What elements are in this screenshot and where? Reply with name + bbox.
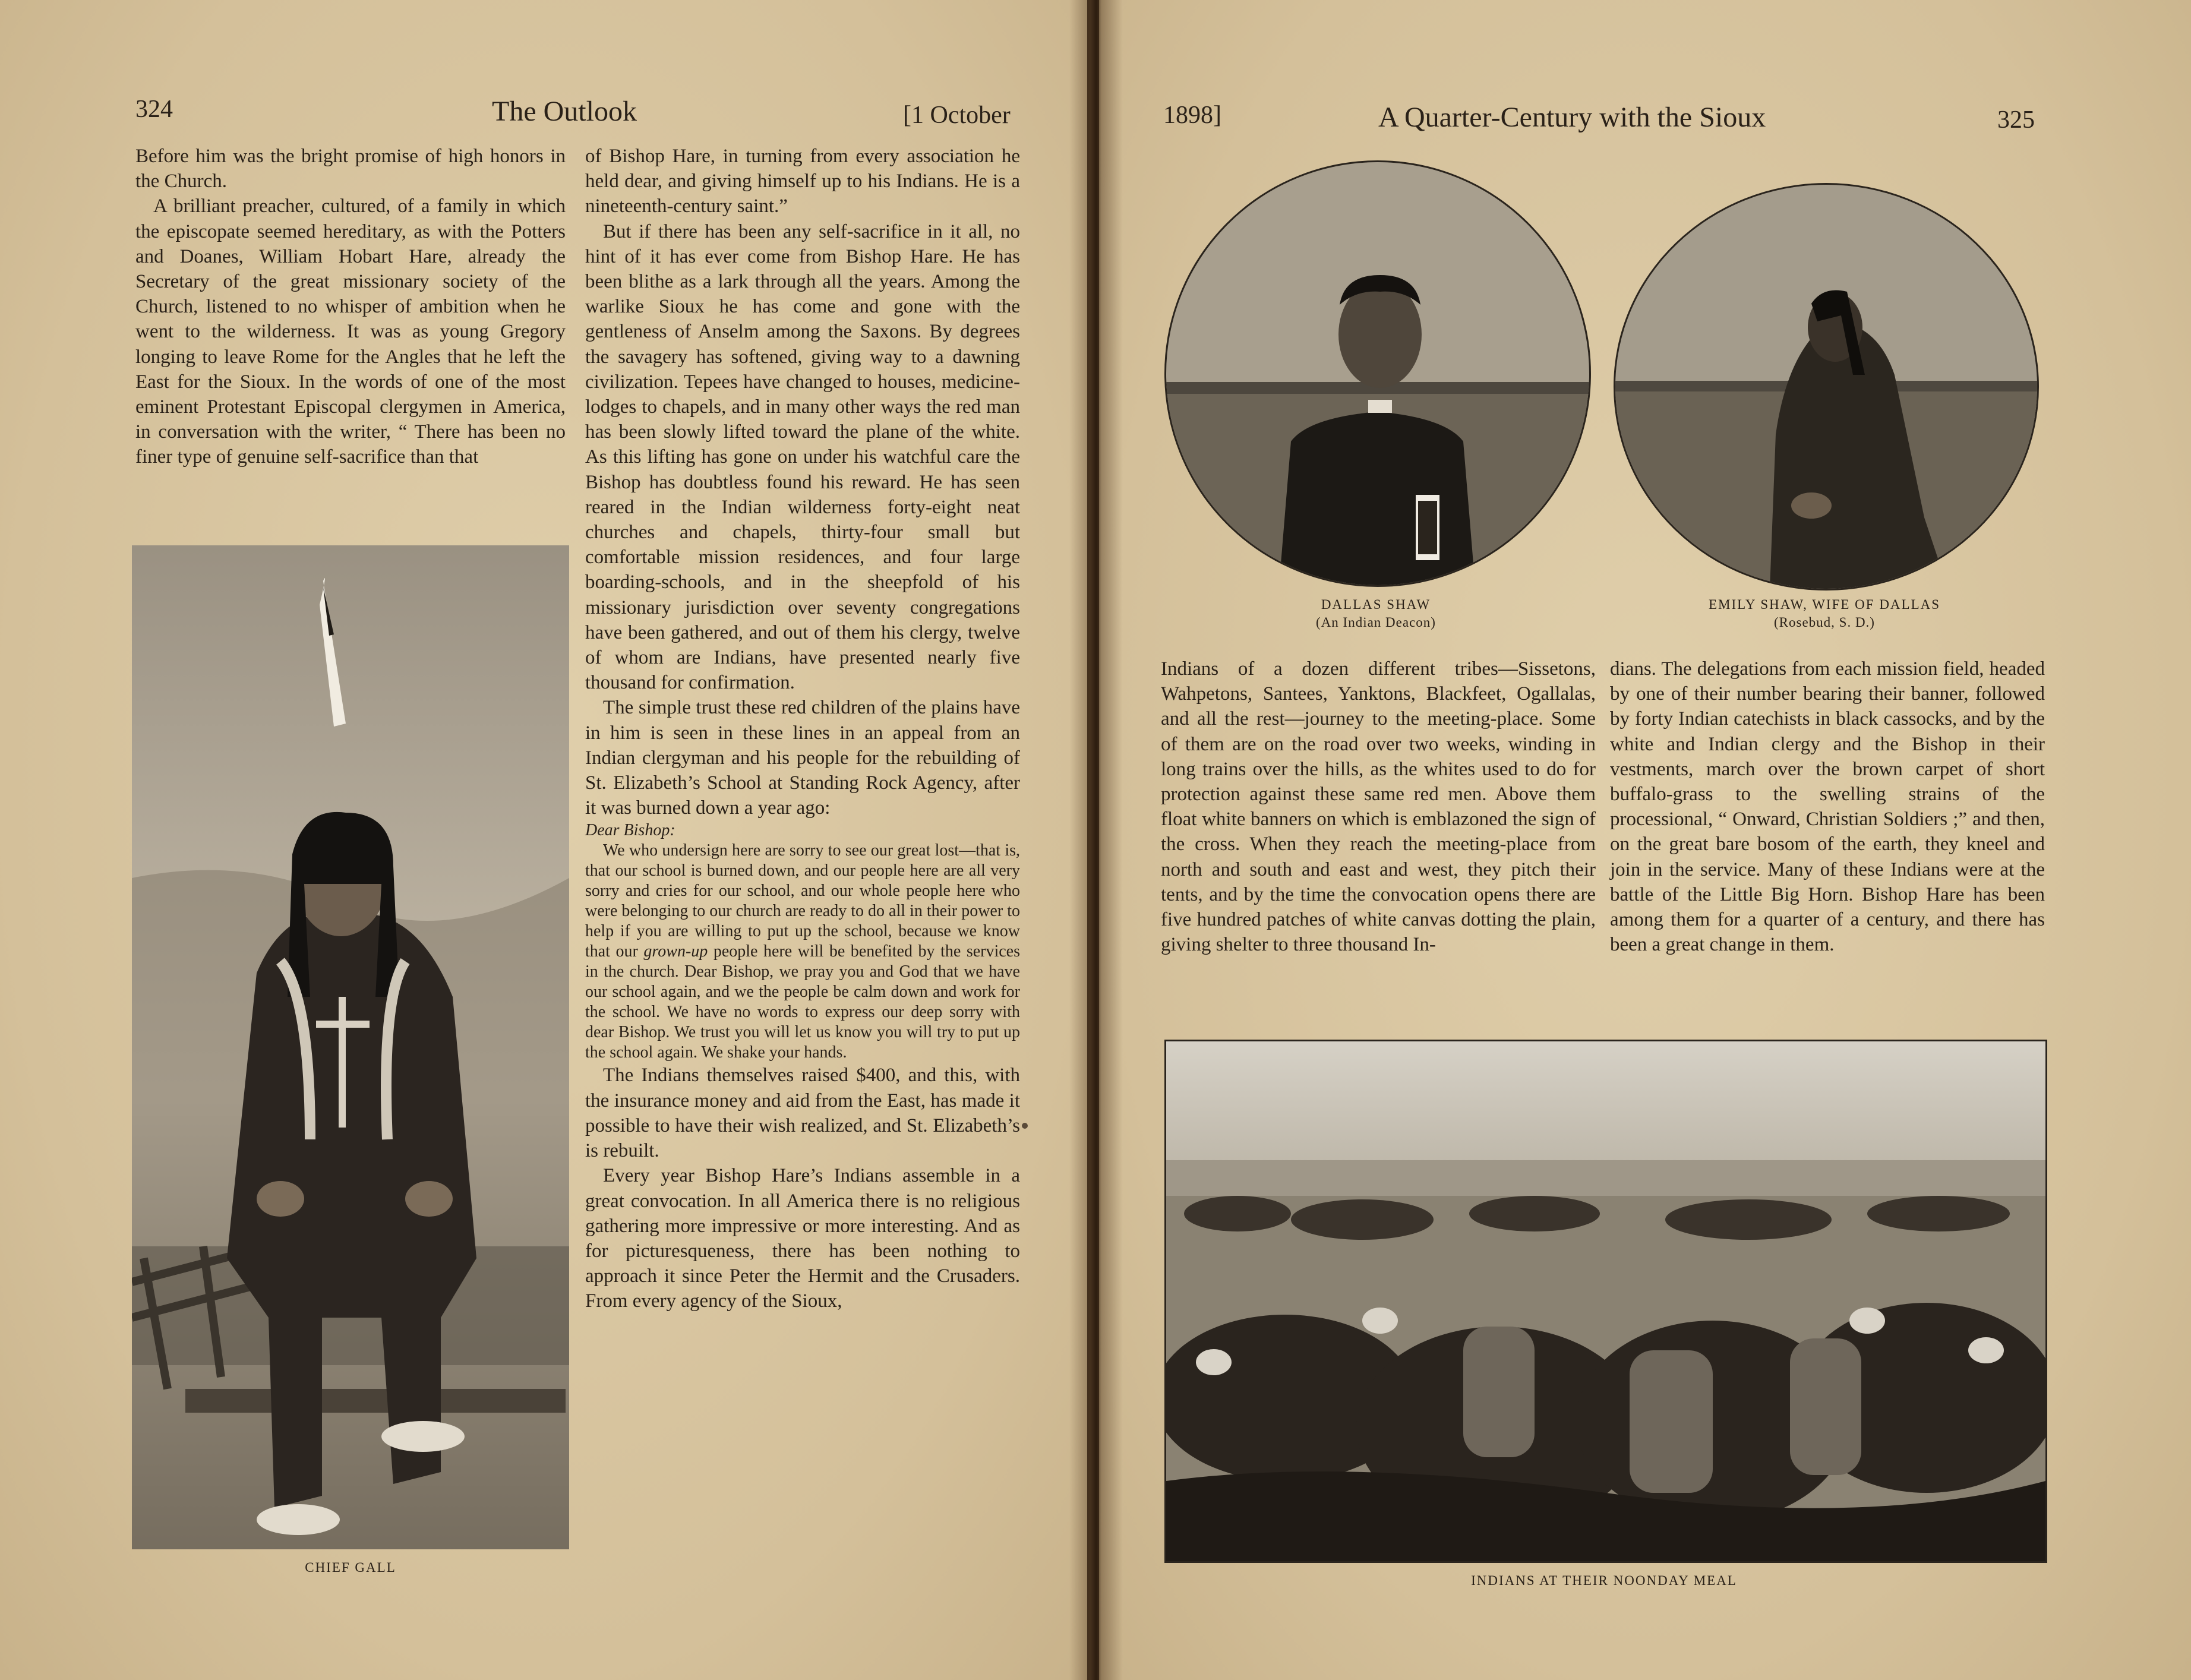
left-date: [1 October	[903, 102, 1011, 129]
paragraph: of Bishop Hare, in turning from every association he held dear, and giving himself up to his Indians. He is a nineteenth-century saint.”	[585, 146, 1020, 217]
chief-gall-photo	[132, 545, 569, 1549]
paragraph: Indians of a dozen different tribes—Sissetons, Wahpetons, Santees, Yanktons, Blackfeet, Ogallalas, and all the rest—journey to the meeting-place. Some of them are on the road over two weeks, winding in long trains over the hills, as the whites used to do for protection against these same red men. Above them float white banners on which is emblazoned the sign of the cross. When they reach the meeting-place from north and south and east and west, they pitch their tents, and by the time the convocation opens there are five hundred patches of white canvas dotting the plain, giving shelter to three thousand In-	[1161, 658, 1596, 956]
right-running-title: A Quarter-Century with the Sioux	[1378, 102, 1766, 133]
caption-subtitle: (An Indian Deacon)	[1316, 615, 1436, 630]
left-page	[0, 0, 1087, 1680]
letter-text-2: people here will be benefited by the services in the church. Dear Bishop, we pray you and God that we have our school again, and we the people be calm down and work for the school. We have no words to express our deep sorry with dear Bishop. We trust you will let us know you will try to put up the school again. We shake your hands.	[585, 942, 1020, 1062]
caption-title: DALLAS SHAW	[1321, 597, 1431, 612]
letter-body	[585, 841, 1020, 1063]
caption-title: EMILY SHAW, WIFE OF DALLAS	[1708, 597, 1941, 612]
noonday-meal-photo	[1164, 1040, 2047, 1563]
left-column-1	[135, 144, 566, 470]
dallas-shaw-caption	[1164, 596, 1587, 631]
right-page	[1099, 0, 2191, 1680]
caption-subtitle: (Rosebud, S. D.)	[1774, 615, 1875, 630]
right-date: 1898]	[1163, 102, 1221, 129]
paragraph: Every year Bishop Hare’s Indians assemble in a great convocation. In all America there is no religious gathering more impressive or more interesting. And as for picturesqueness, there has been nothing to approach it since Peter the Hermit and the Crusaders. From every agency of the Sioux,	[585, 1165, 1020, 1312]
right-column-1	[1161, 656, 1596, 957]
emily-shaw-caption	[1614, 596, 2035, 631]
letter-text-1: We who undersign here are sorry to see our great lost—that is, that our school is burned down, and our people here are all very sorry and cries for our school, and our whole people here who were belonging to our church are ready to do all in their power to help if you are willing to put up the school, because we know that our	[585, 841, 1020, 961]
paragraph: Before him was the bright promise of high honors in the Church.	[135, 146, 566, 192]
scan-speck	[1022, 1123, 1028, 1129]
paragraph: The simple trust these red children of the plains have in him is seen in these lines in an appeal from an Indian clergyman and his people for the rebuilding of St. Elizabeth’s School at Standing Rock Agency, after it was burned down a year ago:	[585, 697, 1020, 819]
left-page-number: 324	[135, 96, 173, 123]
left-running-title: The Outlook	[492, 96, 637, 127]
emily-shaw-photo	[1614, 183, 2039, 590]
chief-gall-caption: CHIEF GALL	[305, 1560, 396, 1575]
book-gutter	[1069, 0, 1123, 1680]
paragraph: But if there has been any self-sacrifice in it all, no hint of it has ever come from Bishop Hare. He has been blithe as a lark through all the years. Among the warlike Sioux he has come and gone with the gentleness of Anselm among the Saxons. By degrees the savagery has softened, giving way to a dawning civilization. Tepees have changed to houses, medicine-lodges to chapels, and in many other ways the red man has been slowly lifted toward the plane of the white. As this lifting has gone on under his watchful care the Bishop has doubtless found his reward. He has seen reared in the Indian wilderness forty-eight neat churches and chapels, thirty-four small but comfortable mission residences, and four large boarding-schools, and in the sheepfold of his missionary jurisdiction over seventy congregations have been gathered, and out of them his clergy, twelve of whom are Indians, have presented nearly five thousand for confirmation.	[585, 220, 1020, 694]
paragraph: A brilliant preacher, cultured, of a family in which the episcopate seemed hereditary, as with the Potters and Doanes, William Hobart Hare, already the Secretary of the great missionary society of the Church, listened to no whisper of ambition when he went to the wilderness. It was as young Gregory longing to leave Rome for the Angles that he left the East for the Sioux. In the words of one of the most eminent Protestant Episcopal clergymen in America, in conversation with the writer, “ There has been no finer type of genuine self-sacrifice than that	[135, 195, 566, 468]
right-column-2	[1610, 656, 2045, 957]
right-page-number: 325	[1997, 106, 2035, 134]
letter-italic: grown-up	[643, 942, 708, 961]
letter-salutation: Dear Bishop:	[585, 821, 675, 840]
letter-quote	[585, 820, 1020, 1063]
noonday-meal-caption: INDIANS AT THEIR NOONDAY MEAL	[1471, 1573, 1737, 1588]
paragraph: The Indians themselves raised $400, and this, with the insurance money and aid from the East, has made it possible to have their wish realized, and St. Elizabeth’s is rebuilt.	[585, 1065, 1020, 1162]
left-column-2	[585, 144, 1020, 1314]
paragraph: dians. The delegations from each mission field, headed by one of their number bearing their banner, followed by forty Indian catechists in black cassocks, and by the white and Indian clergy and the Bishop in their vestments, march over the brown carpet of short buffalo-grass to the swelling strains of the processional, “ Onward, Christian Soldiers ;” and then, on the great bare bosom of the earth, they kneel and join in the service. Many of these Indians were at the battle of the Little Big Horn. Bishop Hare has been among them for a quarter of a century, and there has been a great change in them.	[1610, 658, 2045, 956]
dallas-shaw-photo	[1164, 160, 1591, 587]
